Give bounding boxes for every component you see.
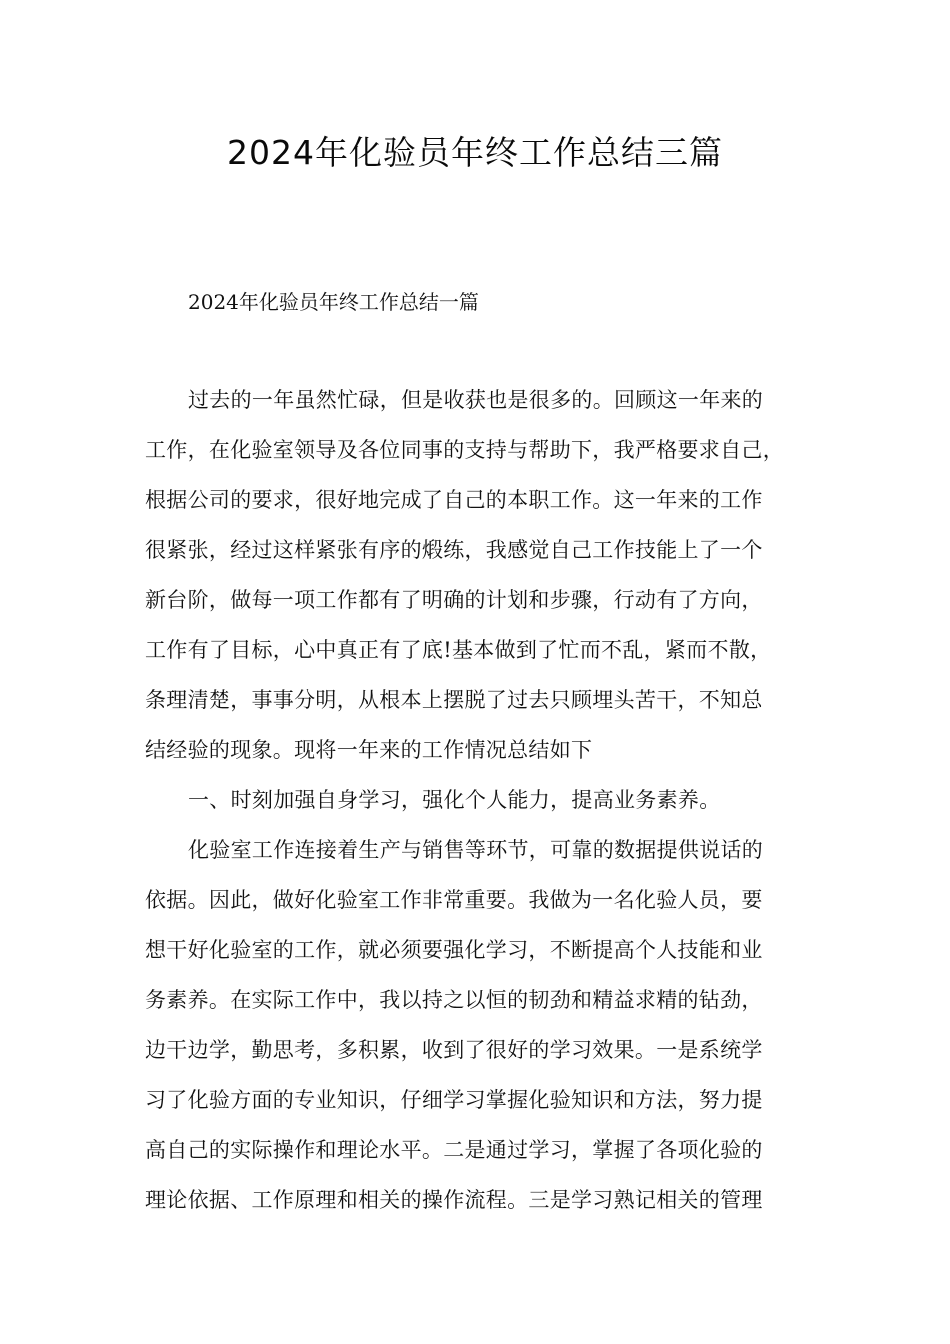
paragraph-line: 化验室工作连接着生产与销售等环节，可靠的数据提供说话的 xyxy=(188,838,764,862)
paragraph-line: 工作有了目标，心中真正有了底!基本做到了忙而不乱，紧而不散， xyxy=(145,638,772,662)
paragraph-line: 理论依据、工作原理和相关的操作流程。三是学习熟记相关的管理 xyxy=(145,1188,763,1212)
paragraph-line: 根据公司的要求，很好地完成了自己的本职工作。这一年来的工作 xyxy=(145,488,763,512)
section-heading: 2024年化验员年终工作总结一篇 xyxy=(188,290,479,314)
paragraph-line: 工作，在化验室领导及各位同事的支持与帮助下，我严格要求自己， xyxy=(145,438,784,462)
paragraph-line: 边干边学，勤思考，多积累，收到了很好的学习效果。一是系统学 xyxy=(145,1038,763,1062)
document-title: 2024年化验员年终工作总结三篇 xyxy=(227,133,723,172)
paragraph-line: 条理清楚，事事分明，从根本上摆脱了过去只顾埋头苦干，不知总 xyxy=(145,688,763,712)
section-heading-1: 一、时刻加强自身学习，强化个人能力，提高业务素养。 xyxy=(188,788,721,812)
paragraph-line: 依据。因此，做好化验室工作非常重要。我做为一名化验人员，要 xyxy=(145,888,763,912)
paragraph-line: 高自己的实际操作和理论水平。二是通过学习，掌握了各项化验的 xyxy=(145,1138,763,1162)
paragraph-line: 习了化验方面的专业知识，仔细学习掌握化验知识和方法，努力提 xyxy=(145,1088,763,1112)
paragraph-line: 新台阶，做每一项工作都有了明确的计划和步骤，行动有了方向， xyxy=(145,588,763,612)
paragraph-line: 过去的一年虽然忙碌，但是收获也是很多的。回顾这一年来的 xyxy=(188,388,764,412)
paragraph-line: 想干好化验室的工作，就必须要强化学习，不断提高个人技能和业 xyxy=(145,938,763,962)
paragraph-line: 很紧张，经过这样紧张有序的煅练，我感觉自己工作技能上了一个 xyxy=(145,538,763,562)
paragraph-line: 结经验的现象。现将一年来的工作情况总结如下 xyxy=(145,738,593,762)
paragraph-line: 务素养。在实际工作中，我以持之以恒的韧劲和精益求精的钻劲， xyxy=(145,988,763,1012)
